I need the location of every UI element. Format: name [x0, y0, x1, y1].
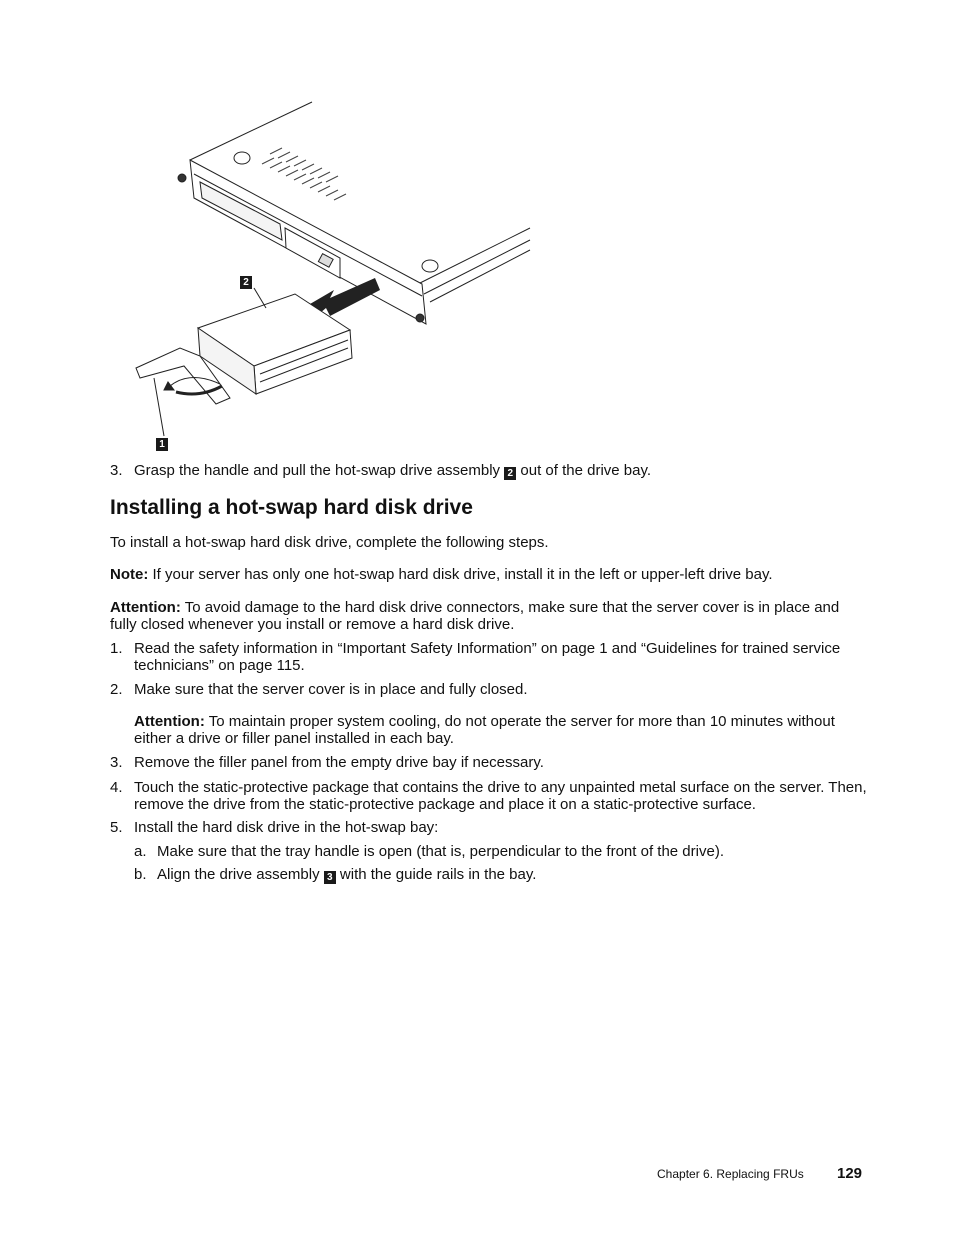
callout-3-inline: 3	[324, 871, 336, 884]
step-text: Install the hard disk drive in the hot-swap bay:	[134, 819, 439, 836]
step-number: 3.	[110, 754, 123, 771]
step-text: Remove the filler panel from the empty drive bay if necessary.	[134, 754, 544, 771]
footer-chapter: Chapter 6. Replacing FRUs	[657, 1167, 804, 1181]
callout-2: 2	[240, 276, 252, 289]
substep-text: Make sure that the tray handle is open (that is, perpendicular to the front of the drive).	[157, 843, 724, 860]
section-heading: Installing a hot-swap hard disk drive	[110, 496, 473, 519]
callout-2-inline: 2	[504, 467, 516, 480]
step-2-attention	[134, 713, 864, 747]
page-number: 129	[837, 1165, 863, 1182]
step-text	[134, 462, 870, 480]
substep-text	[157, 866, 864, 884]
step-text: Touch the static-protective package that contains the drive to any unpainted metal surface on the server. Then, remove the drive from the static-protective package and place it on a static-protective surface.	[134, 779, 867, 813]
page-footer	[0, 1165, 954, 1185]
attention-text: To maintain proper system cooling, do not operate the server for more than 10 minutes without either a drive or filler panel installed in each bay.	[134, 713, 835, 747]
substep-letter: a.	[134, 843, 147, 860]
install-step-4	[110, 779, 870, 815]
install-substep-a	[134, 843, 864, 861]
step-text: Read the safety information in “Important Safety Information” on page 1 and “Guidelines for trained service technicians” on page 115.	[134, 640, 841, 674]
server-drive-diagram	[130, 98, 540, 458]
step-text-after: out of the drive bay.	[520, 462, 652, 479]
install-substep-b	[134, 866, 864, 884]
install-step-1	[110, 640, 870, 676]
install-step-2	[110, 681, 870, 699]
step-number: 2.	[110, 681, 123, 698]
intro-paragraph: To install a hot-swap hard disk drive, complete the following steps.	[110, 534, 549, 551]
install-step-3	[110, 754, 870, 772]
substep-letter: b.	[134, 866, 147, 883]
callout-1: 1	[156, 438, 168, 451]
step-number: 1.	[110, 640, 123, 657]
step-text-before: Grasp the handle and pull the hot-swap drive assembly	[134, 462, 501, 479]
step-number: 4.	[110, 779, 123, 796]
attention-label: Attention:	[110, 599, 181, 616]
attention-paragraph	[110, 599, 870, 633]
step-number: 3.	[110, 462, 123, 479]
substep-text-after: with the guide rails in the bay.	[339, 866, 537, 883]
attention-label: Attention:	[134, 713, 205, 730]
note-paragraph	[110, 566, 870, 583]
note-label: Note:	[110, 566, 149, 583]
step-number: 5.	[110, 819, 123, 836]
note-text: If your server has only one hot-swap hard disk drive, install it in the left or upper-left drive bay.	[152, 566, 773, 583]
drive-removal-illustration	[130, 98, 540, 458]
substep-text-before: Align the drive assembly	[157, 866, 320, 883]
step-text: Make sure that the server cover is in place and fully closed.	[134, 681, 528, 698]
removal-step-3	[110, 462, 870, 480]
attention-text: To avoid damage to the hard disk drive connectors, make sure that the server cover is in place and fully closed whenever you install or remove a hard disk drive.	[110, 599, 840, 633]
install-step-5	[110, 819, 870, 837]
